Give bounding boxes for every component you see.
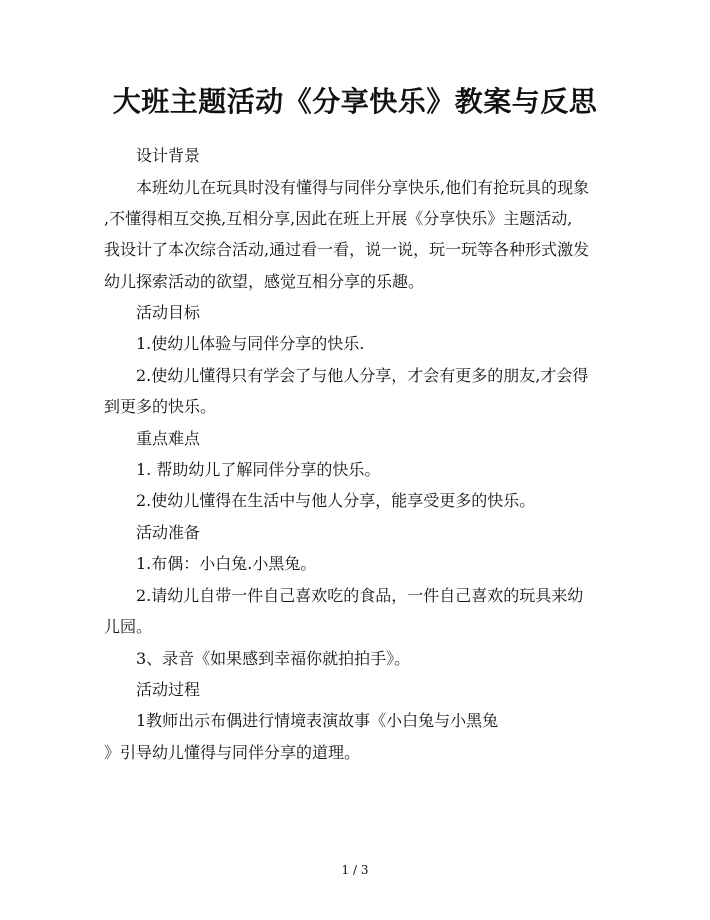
paragraph-line: ,不懂得相互交换,互相分享,因此在班上开展《分享快乐》主题活动,	[104, 209, 573, 228]
list-item: 2.请幼儿自带一件自己喜欢吃的食品，一件自己喜欢的玩具来幼	[136, 586, 584, 605]
section-heading-process: 活动过程	[136, 680, 201, 699]
list-item: 2.使幼儿懂得只有学会了与他人分享，才会有更多的朋友,才会得	[136, 366, 589, 385]
list-item: 1教师出示布偶进行情境表演故事《小白兔与小黑兔	[136, 711, 499, 730]
list-item: 3、录音《如果感到幸福你就拍拍手》。	[136, 649, 411, 668]
paragraph-line: 我设计了本次综合活动,通过看一看，说一说，玩一玩等各种形式激发	[104, 240, 590, 259]
list-item-continuation: 到更多的快乐。	[104, 397, 217, 416]
section-heading-key-points: 重点难点	[136, 429, 201, 448]
list-item: 2.使幼儿懂得在生活中与他人分享，能享受更多的快乐。	[136, 491, 536, 510]
list-item: 1. 帮助幼儿了解同伴分享的快乐。	[136, 460, 381, 479]
paragraph-line: 幼儿探索活动的欲望，感觉互相分享的乐趣。	[104, 272, 425, 291]
document-title: 大班主题活动《分享快乐》教案与反思	[112, 85, 598, 118]
list-item-continuation: 儿园。	[104, 617, 153, 636]
section-heading-design-background: 设计背景	[136, 146, 201, 165]
list-item: 1.布偶：小白兔.小黑兔。	[136, 554, 317, 573]
section-heading-preparation: 活动准备	[136, 523, 201, 542]
list-item: 1.使幼儿体验与同伴分享的快乐.	[136, 334, 365, 353]
page-number: 1 / 3	[341, 863, 369, 877]
section-heading-goals: 活动目标	[136, 303, 201, 322]
list-item-continuation: 》引导幼儿懂得与同伴分享的道理。	[104, 743, 361, 762]
paragraph-line: 本班幼儿在玩具时没有懂得与同伴分享快乐,他们有抢玩具的现象	[136, 178, 590, 197]
